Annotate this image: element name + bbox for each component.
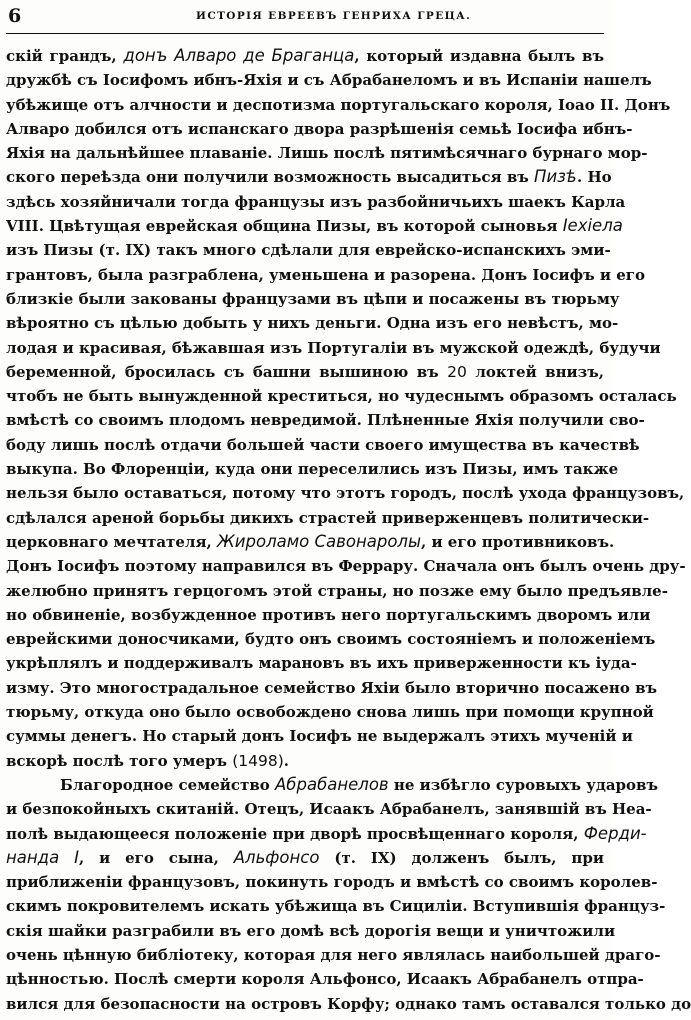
text-segment: вскорѣ послѣ того умеръ xyxy=(6,751,233,770)
text-segment: скія шайки разграбили въ его домѣ всѣ дорогія вещи и уничтожили xyxy=(6,921,616,940)
text-segment: желюбно принятъ герцогомъ этой страны, но позже ему было предъявле- xyxy=(6,581,668,600)
text-line xyxy=(6,287,620,311)
text-segment: Яхія на дальнѣйшее плаваніе. Лишь послѣ пятимѣсячнаго бурнаго мор- xyxy=(6,144,648,163)
text-line xyxy=(6,141,648,165)
text-segment: . Но xyxy=(577,168,612,187)
text-line xyxy=(6,870,658,894)
text-segment: грантовъ, была разграблена, уменьшена и разорена. Донъ Іосифъ и его xyxy=(6,265,645,284)
numeral: (1498) xyxy=(232,751,284,770)
text-segment: Благородное семейство xyxy=(60,775,276,794)
page-header xyxy=(6,4,606,28)
text-segment: , и его противниковъ. xyxy=(421,532,615,551)
text-segment: Донъ Іосифъ поэтому направился въ Феррару. Сначала онъ былъ очень дру- xyxy=(6,557,686,576)
text-segment: . xyxy=(283,751,290,770)
text-line xyxy=(6,992,691,1013)
text-segment: близкіе были закованы французами въ цѣпи и посажены въ тюрьму xyxy=(6,289,620,308)
text-line xyxy=(6,433,640,457)
text-line xyxy=(6,676,657,700)
text-segment: Алваро добился отъ испанскаго двора разрѣшенія семьѣ Іосифа ибнъ- xyxy=(6,119,633,138)
text-segment: боду лишь послѣ отдачи большей части своего имущества въ качествѣ xyxy=(6,435,640,454)
text-segment: вмѣстѣ со своимъ плодомъ невредимой. Плѣненные Яхія получили сво- xyxy=(6,411,645,430)
text-line xyxy=(6,165,612,189)
italic-name: Ферди- xyxy=(583,823,647,843)
text-line xyxy=(6,190,626,214)
italic-name: Абрабанелов xyxy=(275,774,389,794)
text-segment: VIII. Цвѣтущая еврейская община Пизы, въ которой сыновья xyxy=(6,217,563,236)
text-segment: (т. IX) долженъ былъ, при xyxy=(319,848,604,867)
text-segment: беременной, бросилась съ башни вышиною въ xyxy=(6,362,448,381)
text-segment: выкупа. Во Флоренціи, куда они переселились изъ Пизы, имъ также xyxy=(6,460,619,479)
text-segment: укрѣплялъ и поддерживалъ марановъ въ ихъ приверженности къ іуда- xyxy=(6,654,637,673)
text-segment: изъ Пизы (т. IX) такъ много сдѣлали для еврейско-испанскихъ эми- xyxy=(6,241,611,260)
text-segment: локтей внизъ, xyxy=(466,362,604,381)
page-number: 6 xyxy=(8,5,22,27)
text-line xyxy=(6,530,615,554)
text-segment: суммы денегъ. Но старый донъ Іосифъ не выдержалъ этихъ мученій и xyxy=(6,727,633,746)
text-segment: вился для безопасности на островъ Корфу; однако тамъ оставался только до xyxy=(6,994,691,1013)
text-line xyxy=(6,457,619,481)
text-segment: полѣ выдающееся положеніе при дворѣ просвѣщеннаго короля, xyxy=(6,824,584,843)
text-line xyxy=(6,44,604,68)
text-line xyxy=(6,627,656,651)
text-segment: здѣсь хозяйничали тогда французы изъ разбойничьихъ шаекъ Карла xyxy=(6,192,626,211)
text-segment: скій грандъ, xyxy=(6,47,124,65)
text-line xyxy=(6,554,686,578)
text-segment: не избѣгло суровыхъ ударовъ xyxy=(388,775,658,794)
italic-name: Іехіела xyxy=(562,216,623,236)
text-segment: , и его сына, xyxy=(79,848,234,867)
text-line xyxy=(6,651,637,675)
text-segment: еврейскими доносчиками, будто онъ своимъ состояніемъ и положеніемъ xyxy=(6,630,656,649)
text-line xyxy=(6,797,652,821)
text-line xyxy=(6,214,623,238)
text-line xyxy=(6,919,616,943)
text-line xyxy=(6,822,647,846)
text-segment: , который издавна былъ въ xyxy=(354,47,604,65)
text-segment: нельзя было оставаться, потому что этотъ городъ, послѣ ухода французовъ, xyxy=(6,484,685,503)
text-segment: но обвиненіе, возбужденное противъ него португальскимъ дворомъ или xyxy=(6,605,651,624)
text-segment: тюрьму, откуда оно было освобождено снова лишь при помощи крупной xyxy=(6,703,654,722)
text-line xyxy=(6,773,658,797)
text-segment: приближеніи французовъ, покинуть городъ и вмѣстѣ со своимъ королев- xyxy=(6,873,658,892)
text-segment: и безпокойныхъ скитаній. Отецъ, Исаакъ Абрабанелъ, занявшій въ Неа- xyxy=(6,800,652,819)
text-segment: церковнаго мечтателя, xyxy=(6,532,217,551)
text-line xyxy=(6,579,668,603)
text-line xyxy=(6,384,677,408)
numeral: 20 xyxy=(447,362,467,381)
italic-name: нанда I xyxy=(6,847,79,867)
text-line xyxy=(6,943,661,967)
running-title: ИСТОРІЯ ЕВРЕЕВЪ ГЕНРИХА ГРЕЦА. xyxy=(196,10,472,22)
header-rule xyxy=(6,33,604,34)
text-line xyxy=(6,846,604,870)
text-segment: сдѣлался ареной борьбы дикихъ страстей приверженцевъ политически- xyxy=(6,508,650,527)
italic-name: Жироламо Савонаролы xyxy=(217,531,422,551)
text-segment: цѣнностью. Послѣ смерти короля Альфонсо, Исаакъ Абрабанелъ отпра- xyxy=(6,970,644,989)
text-line xyxy=(6,360,604,384)
text-segment: скимъ покровителемъ искать убѣжища въ Сициліи. Вступившія француз- xyxy=(6,897,666,916)
text-line xyxy=(6,749,604,773)
text-segment: вѣроятно съ цѣлью добыть у нихъ деньги. Одна изъ его невѣстъ, мо- xyxy=(6,314,619,333)
text-line xyxy=(6,311,619,335)
text-segment: ского переѣзда они получили возможность высадиться въ xyxy=(6,168,535,187)
text-segment: чтобъ не быть вынужденной креститься, но чудеснымъ образомъ осталась xyxy=(6,387,677,406)
text-line xyxy=(6,93,671,117)
italic-name: Пизѣ xyxy=(534,167,578,187)
text-line xyxy=(6,700,654,724)
text-line xyxy=(6,238,611,262)
text-segment: лодая и красивая, бѣжавшая изъ Португаліи въ мужской одеждѣ, будучи xyxy=(6,338,661,357)
body-text xyxy=(6,44,691,1013)
text-line xyxy=(6,506,650,530)
text-line xyxy=(6,724,633,748)
text-line xyxy=(6,68,652,92)
text-segment: убѣжище отъ алчности и деспотизма португальскаго короля, Іоао II. Донъ xyxy=(6,95,671,114)
italic-name: донъ Алваро де Браганца xyxy=(123,46,355,65)
text-segment: изму. Это многострадальное семейство Яхіи было вторично посажено въ xyxy=(6,678,657,697)
text-line xyxy=(6,481,685,505)
text-line xyxy=(6,117,633,141)
text-line xyxy=(6,408,645,432)
text-line xyxy=(6,894,666,918)
text-segment: дружбѣ съ Іосифомъ ибнъ-Яхія и съ Абрабанеломъ и въ Испаніи нашелъ xyxy=(6,71,652,90)
text-line xyxy=(6,603,651,627)
text-line xyxy=(6,336,661,360)
text-line xyxy=(6,263,645,287)
italic-name: Альфонсо xyxy=(233,847,320,867)
text-segment: очень цѣнную библіотеку, которая для него являлась наибольшей драго- xyxy=(6,945,661,964)
text-line xyxy=(6,967,644,991)
